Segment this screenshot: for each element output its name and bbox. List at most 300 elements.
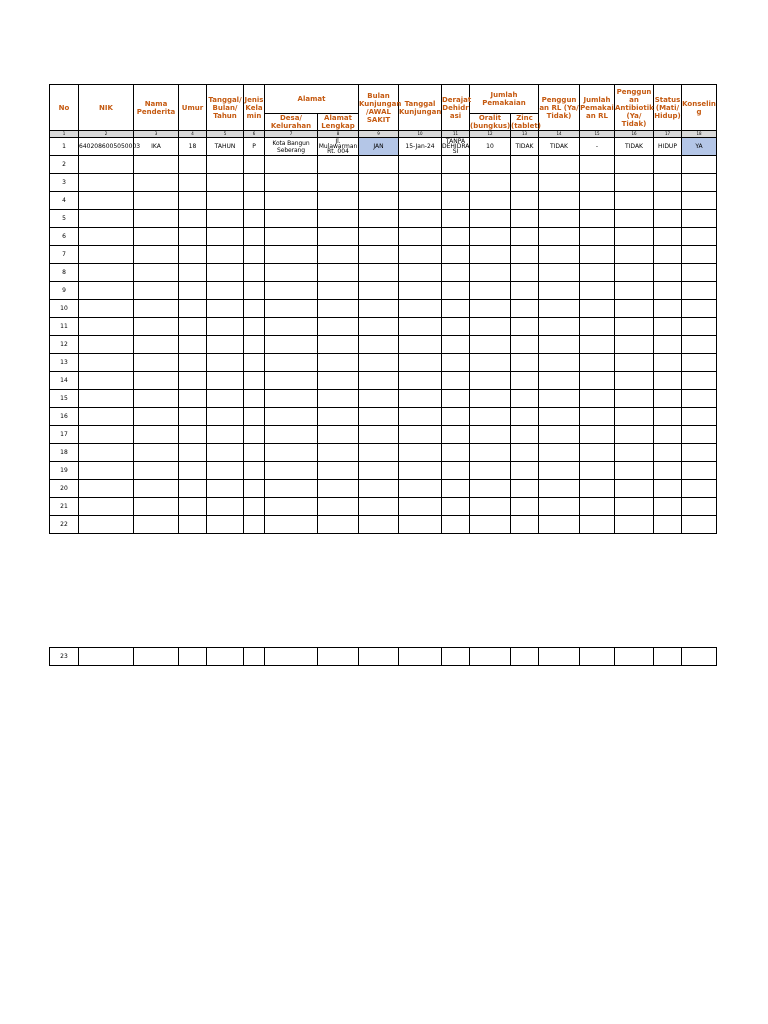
cell-empty — [244, 282, 265, 300]
cell-empty — [654, 498, 682, 516]
cell-empty — [207, 648, 244, 666]
table-row — [50, 174, 717, 192]
cell-no: 5 — [50, 210, 79, 228]
cell-empty — [654, 246, 682, 264]
cell-empty — [615, 480, 654, 498]
cell-empty — [265, 300, 318, 318]
cell-empty — [399, 498, 442, 516]
cell-empty — [539, 372, 580, 390]
cell-empty — [207, 246, 244, 264]
cell-no: 14 — [50, 372, 79, 390]
cell-empty — [318, 174, 359, 192]
cell-empty — [134, 174, 179, 192]
cell-empty — [318, 156, 359, 174]
cell-empty — [654, 156, 682, 174]
cell-empty — [207, 210, 244, 228]
cell-empty — [79, 372, 134, 390]
column-index: 9 — [359, 131, 399, 138]
column-index: 7 — [265, 131, 318, 138]
column-index: 10 — [399, 131, 442, 138]
cell-no: 1 — [50, 138, 79, 156]
cell-empty — [539, 648, 580, 666]
cell-empty — [318, 336, 359, 354]
cell-empty — [359, 444, 399, 462]
cell-empty — [134, 480, 179, 498]
cell-empty — [615, 300, 654, 318]
cell-empty — [79, 426, 134, 444]
cell-empty — [580, 426, 615, 444]
cell-nama: IKA — [134, 138, 179, 156]
cell-empty — [265, 480, 318, 498]
cell-empty — [442, 462, 470, 480]
cell-alamat: Jl. Mulawarman Rt. 004 — [318, 138, 358, 155]
cell-empty — [399, 390, 442, 408]
column-index: 11 — [442, 131, 470, 138]
cell-empty — [207, 282, 244, 300]
cell-empty — [470, 498, 511, 516]
cell-empty — [580, 498, 615, 516]
cell-empty — [244, 498, 265, 516]
cell-empty — [442, 408, 470, 426]
cell-empty — [580, 300, 615, 318]
cell-empty — [244, 372, 265, 390]
cell-empty — [682, 192, 717, 210]
cell-empty — [580, 246, 615, 264]
cell-empty — [134, 264, 179, 282]
cell-empty — [615, 210, 654, 228]
cell-empty — [682, 516, 717, 534]
cell-empty — [359, 408, 399, 426]
cell-empty — [442, 372, 470, 390]
cell-empty — [442, 444, 470, 462]
header-tanggal-kunjungan: Tanggal Kunjungan — [399, 85, 442, 131]
column-index: 5 — [207, 131, 244, 138]
cell-empty — [511, 192, 539, 210]
cell-empty — [134, 408, 179, 426]
cell-empty — [359, 210, 399, 228]
cell-empty — [265, 246, 318, 264]
cell-empty — [207, 156, 244, 174]
header-alamat-lengkap: Alamat Lengkap — [318, 114, 359, 131]
cell-desa: Kota Bangun Seberang — [265, 138, 318, 156]
cell-empty — [179, 390, 207, 408]
cell-empty — [470, 408, 511, 426]
cell-empty — [318, 300, 359, 318]
cell-empty — [244, 318, 265, 336]
cell-empty — [179, 426, 207, 444]
cell-empty — [399, 264, 442, 282]
cell-empty — [399, 372, 442, 390]
column-index: 18 — [682, 131, 717, 138]
cell-empty — [265, 318, 318, 336]
cell-empty — [442, 336, 470, 354]
table-row — [50, 648, 717, 666]
cell-empty — [470, 192, 511, 210]
cell-antibiotik: TIDAK — [615, 138, 654, 156]
cell-no: 23 — [50, 648, 79, 666]
cell-empty — [654, 336, 682, 354]
cell-empty — [442, 516, 470, 534]
cell-empty — [511, 480, 539, 498]
cell-empty — [265, 516, 318, 534]
cell-empty — [442, 192, 470, 210]
cell-no: 16 — [50, 408, 79, 426]
cell-empty — [539, 210, 580, 228]
cell-empty — [179, 174, 207, 192]
cell-empty — [79, 246, 134, 264]
cell-empty — [134, 156, 179, 174]
cell-empty — [654, 264, 682, 282]
cell-empty — [134, 516, 179, 534]
cell-empty — [399, 318, 442, 336]
cell-empty — [511, 228, 539, 246]
cell-empty — [682, 426, 717, 444]
cell-empty — [79, 264, 134, 282]
cell-empty — [207, 192, 244, 210]
table-row — [50, 264, 717, 282]
cell-empty — [539, 480, 580, 498]
cell-empty — [539, 300, 580, 318]
cell-empty — [265, 444, 318, 462]
cell-no: 17 — [50, 426, 79, 444]
cell-empty — [682, 228, 717, 246]
cell-empty — [615, 444, 654, 462]
cell-empty — [318, 282, 359, 300]
cell-empty — [207, 318, 244, 336]
column-index: 8 — [318, 131, 359, 138]
cell-empty — [539, 336, 580, 354]
cell-empty — [682, 174, 717, 192]
cell-empty — [654, 390, 682, 408]
table-row — [50, 390, 717, 408]
cell-empty — [580, 372, 615, 390]
cell-empty — [244, 462, 265, 480]
cell-empty — [399, 444, 442, 462]
table-row — [50, 408, 717, 426]
cell-empty — [134, 372, 179, 390]
cell-no: 4 — [50, 192, 79, 210]
cell-empty — [539, 282, 580, 300]
cell-empty — [580, 192, 615, 210]
cell-empty — [179, 648, 207, 666]
cell-empty — [654, 300, 682, 318]
cell-empty — [359, 462, 399, 480]
cell-empty — [654, 228, 682, 246]
cell-empty — [399, 426, 442, 444]
cell-empty — [511, 156, 539, 174]
cell-empty — [682, 156, 717, 174]
cell-empty — [399, 648, 442, 666]
cell-empty — [682, 498, 717, 516]
cell-empty — [654, 408, 682, 426]
cell-empty — [654, 648, 682, 666]
cell-no: 20 — [50, 480, 79, 498]
cell-no: 3 — [50, 174, 79, 192]
cell-empty — [580, 390, 615, 408]
cell-empty — [580, 318, 615, 336]
cell-empty — [682, 408, 717, 426]
header-oralit: Oralit (bungkus) — [470, 114, 511, 130]
cell-empty — [580, 156, 615, 174]
header-nama-penderita: Nama Penderita — [134, 85, 179, 131]
cell-empty — [682, 480, 717, 498]
cell-empty — [654, 354, 682, 372]
table-row — [50, 372, 717, 390]
cell-empty — [244, 408, 265, 426]
cell-no: 6 — [50, 228, 79, 246]
cell-empty — [359, 336, 399, 354]
cell-empty — [179, 444, 207, 462]
cell-empty — [265, 210, 318, 228]
diarrhea-register-table — [49, 84, 717, 534]
cell-empty — [615, 318, 654, 336]
cell-empty — [265, 174, 318, 192]
cell-empty — [470, 300, 511, 318]
cell-no: 2 — [50, 156, 79, 174]
empty-rows — [50, 156, 717, 534]
cell-empty — [470, 354, 511, 372]
cell-empty — [511, 282, 539, 300]
cell-empty — [359, 318, 399, 336]
cell-empty — [539, 174, 580, 192]
cell-empty — [134, 444, 179, 462]
cell-empty — [134, 498, 179, 516]
cell-empty — [265, 228, 318, 246]
cell-oralit: 10 — [470, 138, 511, 156]
cell-empty — [580, 210, 615, 228]
header-jumlah-pemakaian-rl: Jumlah Pemakai an RL — [580, 85, 615, 131]
table-row — [50, 282, 717, 300]
header-umur: Umur — [179, 85, 207, 131]
cell-empty — [179, 192, 207, 210]
cell-empty — [539, 462, 580, 480]
cell-empty — [244, 426, 265, 444]
cell-empty — [359, 498, 399, 516]
cell-empty — [265, 282, 318, 300]
cell-empty — [470, 156, 511, 174]
cell-empty — [134, 192, 179, 210]
cell-empty — [179, 336, 207, 354]
header-jumlah-pemakaian: Jumlah Pemakaian — [470, 85, 539, 114]
cell-empty — [207, 462, 244, 480]
cell-no: 9 — [50, 282, 79, 300]
cell-empty — [207, 174, 244, 192]
cell-empty — [179, 516, 207, 534]
cell-empty — [134, 210, 179, 228]
cell-empty — [682, 264, 717, 282]
cell-empty — [79, 480, 134, 498]
cell-empty — [207, 426, 244, 444]
cell-empty — [318, 390, 359, 408]
column-index: 16 — [615, 131, 654, 138]
cell-empty — [134, 246, 179, 264]
cell-empty — [79, 408, 134, 426]
cell-empty — [470, 462, 511, 480]
cell-empty — [511, 516, 539, 534]
cell-status: HIDUP — [654, 138, 682, 156]
cell-empty — [580, 336, 615, 354]
cell-empty — [539, 264, 580, 282]
cell-empty — [399, 354, 442, 372]
cell-bulan-kunjungan: JAN — [359, 138, 399, 156]
cell-empty — [79, 192, 134, 210]
cell-empty — [399, 462, 442, 480]
cell-empty — [580, 444, 615, 462]
cell-empty — [399, 300, 442, 318]
cell-empty — [79, 318, 134, 336]
cell-empty — [265, 426, 318, 444]
cell-empty — [207, 228, 244, 246]
column-index: 1 — [50, 131, 79, 138]
table-row — [50, 462, 717, 480]
cell-empty — [399, 408, 442, 426]
cell-empty — [179, 318, 207, 336]
header-no: No — [50, 85, 79, 131]
cell-empty — [682, 336, 717, 354]
cell-empty — [244, 444, 265, 462]
column-index: 14 — [539, 131, 580, 138]
cell-empty — [511, 648, 539, 666]
cell-empty — [318, 192, 359, 210]
cell-empty — [442, 354, 470, 372]
header-bulan-kunjungan: Bulan Kunjungan /AWAL SAKIT — [359, 85, 399, 131]
cell-empty — [654, 174, 682, 192]
cell-empty — [615, 156, 654, 174]
cell-empty — [179, 300, 207, 318]
cell-empty — [359, 354, 399, 372]
cell-empty — [470, 426, 511, 444]
column-index-row — [50, 131, 717, 138]
cell-empty — [265, 354, 318, 372]
cell-empty — [511, 408, 539, 426]
cell-empty — [580, 648, 615, 666]
cell-empty — [79, 354, 134, 372]
cell-empty — [442, 174, 470, 192]
cell-empty — [179, 228, 207, 246]
cell-empty — [470, 174, 511, 192]
diarrhea-register-table-continued — [49, 647, 717, 666]
cell-empty — [134, 318, 179, 336]
table-row — [50, 138, 717, 156]
cell-empty — [470, 282, 511, 300]
cell-no: 11 — [50, 318, 79, 336]
cell-empty — [244, 156, 265, 174]
cell-empty — [539, 498, 580, 516]
cell-empty — [79, 156, 134, 174]
cell-empty — [511, 444, 539, 462]
header-penggunaan-rl: Penggun an RL (Ya/ Tidak) — [539, 85, 580, 131]
cell-empty — [79, 516, 134, 534]
cell-empty — [265, 498, 318, 516]
cell-empty — [654, 462, 682, 480]
cell-empty — [318, 228, 359, 246]
cell-empty — [179, 246, 207, 264]
cell-empty — [654, 192, 682, 210]
cell-konseling: YA — [682, 138, 717, 156]
cell-empty — [179, 282, 207, 300]
cell-empty — [244, 210, 265, 228]
cell-empty — [615, 498, 654, 516]
cell-empty — [318, 318, 359, 336]
header-nik: NIK — [79, 85, 134, 131]
cell-empty — [682, 444, 717, 462]
cell-nik: 6402086005050003 — [79, 138, 134, 156]
cell-empty — [318, 498, 359, 516]
cell-empty — [580, 354, 615, 372]
cell-empty — [179, 210, 207, 228]
cell-umur: 18 — [179, 138, 207, 156]
cell-empty — [244, 336, 265, 354]
cell-empty — [265, 264, 318, 282]
cell-empty — [79, 648, 134, 666]
cell-empty — [470, 264, 511, 282]
cell-empty — [179, 354, 207, 372]
cell-no: 18 — [50, 444, 79, 462]
cell-empty — [615, 372, 654, 390]
cell-empty — [207, 390, 244, 408]
cell-empty — [318, 246, 359, 264]
cell-empty — [134, 300, 179, 318]
cell-empty — [318, 462, 359, 480]
cell-empty — [134, 282, 179, 300]
table-row — [50, 246, 717, 264]
cell-empty — [399, 282, 442, 300]
cell-empty — [442, 156, 470, 174]
cell-empty — [265, 648, 318, 666]
header-jenis-kelamin: Jenis Kela min — [244, 85, 265, 131]
cell-empty — [615, 648, 654, 666]
cell-empty — [682, 318, 717, 336]
cell-empty — [511, 264, 539, 282]
header-status: Status (Mati/ Hidup) — [654, 85, 682, 131]
cell-empty — [399, 480, 442, 498]
cell-empty — [244, 228, 265, 246]
cell-empty — [207, 444, 244, 462]
cell-empty — [442, 498, 470, 516]
cell-empty — [179, 408, 207, 426]
header-row-1 — [50, 85, 717, 114]
cell-empty — [244, 516, 265, 534]
cell-empty — [244, 300, 265, 318]
cell-empty — [682, 210, 717, 228]
cell-empty — [615, 390, 654, 408]
cell-empty — [470, 480, 511, 498]
cell-empty — [244, 648, 265, 666]
cell-empty — [615, 426, 654, 444]
cell-empty — [244, 192, 265, 210]
table-row — [50, 480, 717, 498]
column-index: 17 — [654, 131, 682, 138]
cell-empty — [244, 174, 265, 192]
cell-tanggal-kunjungan: 15-Jan-24 — [399, 138, 442, 156]
cell-empty — [79, 390, 134, 408]
cell-jenis-kelamin: P — [244, 138, 265, 156]
cell-empty — [359, 156, 399, 174]
cell-empty — [244, 480, 265, 498]
cell-empty — [580, 174, 615, 192]
cell-empty — [615, 516, 654, 534]
cell-empty — [134, 354, 179, 372]
cell-empty — [511, 462, 539, 480]
cell-empty — [511, 390, 539, 408]
cell-empty — [442, 282, 470, 300]
header-alamat: Alamat — [265, 85, 359, 114]
table-row — [50, 156, 717, 174]
cell-empty — [682, 354, 717, 372]
cell-empty — [470, 372, 511, 390]
cell-empty — [580, 264, 615, 282]
cell-empty — [442, 300, 470, 318]
